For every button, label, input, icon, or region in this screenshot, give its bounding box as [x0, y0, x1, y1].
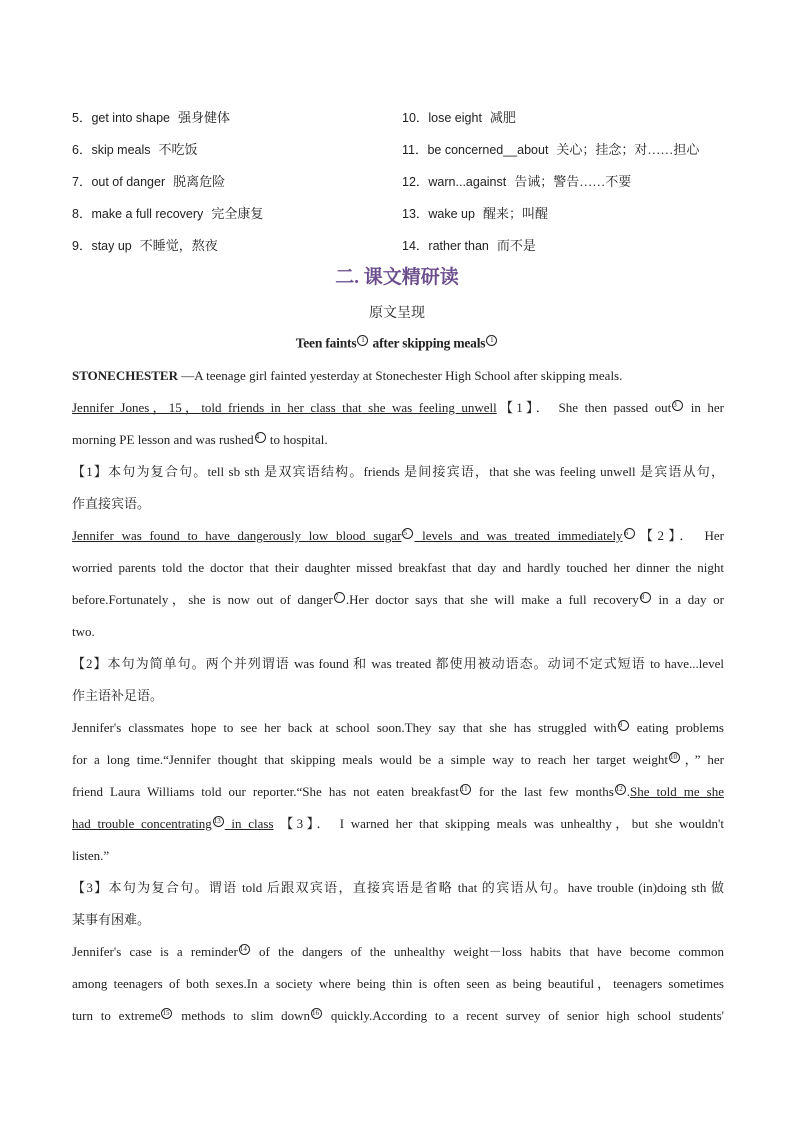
footnote-marker: 7: [334, 592, 345, 603]
vocab-phrase: 10．lose eight: [402, 110, 482, 125]
footnote-marker: 1: [486, 335, 497, 346]
analysis-line: 【2】本句为简单句。两个并列谓语 was found 和 was treated 都使用被动语态。动词不定式短语 to have...level: [72, 656, 724, 671]
text-line: among teenagers of both sexes.In a society where being thin is often seen as being beautiful，teenagers sometimes: [72, 976, 724, 991]
key-sentence: Jennifer Jones，15，told friends in her class that she was feeling unwell: [72, 400, 497, 415]
vocab-meaning: 不吃饭: [158, 141, 198, 157]
vocab-meaning: 不睡觉，熬夜: [139, 237, 218, 253]
text-line: friend Laura Williams told our reporter.“She has not eaten breakfast 11 for the last few months 12 .She told me she: [72, 784, 724, 799]
key-sentence: had trouble concentrating 13 in class: [72, 816, 274, 831]
vocab-meaning: 醒来；叫醒: [482, 205, 548, 221]
vocab-phrase: 11．be concerned__about: [402, 142, 549, 157]
vocab-item: [72, 203, 402, 222]
vocab-item: [72, 107, 402, 126]
footnote-marker: 14: [239, 944, 250, 955]
footnote-marker: 5: [402, 528, 413, 539]
footnote-marker: 8: [640, 592, 651, 603]
text-line: before.Fortunately，she is now out of danger 7 .Her doctor says that she will make a full recovery 8 in a day or: [72, 592, 724, 607]
footnote-marker: 10: [669, 752, 680, 763]
footnote-marker: 11: [460, 784, 471, 795]
vocab-phrase: 9．stay up: [72, 238, 132, 253]
vocab-meaning: 强身健体: [178, 109, 231, 125]
text-line: STONECHESTER —A teenage girl fainted yesterday at Stonechester High School after skipping meals.: [72, 368, 623, 383]
vocab-row: [72, 132, 732, 164]
text-line: had trouble concentrating 13 in class 【3】． I warned her that skipping meals was unhealthy，but she wouldn't: [72, 816, 724, 831]
vocab-item: [402, 171, 732, 190]
vocabulary-list: [72, 100, 732, 260]
vocab-row: [72, 164, 732, 196]
vocab-row: [72, 228, 732, 260]
text-line: two.: [72, 624, 95, 639]
footnote-marker: 6: [624, 528, 635, 539]
footnote-marker: 13: [213, 816, 224, 827]
footnote-marker: 15: [161, 1008, 172, 1019]
vocab-phrase: 5．get into shape: [72, 110, 170, 125]
vocab-meaning: 完全康复: [211, 205, 264, 221]
vocab-phrase: 6．skip meals: [72, 142, 151, 157]
analysis-line: 【3】本句为复合句。谓语 told 后跟双宾语，直接宾语是省略 that 的宾语从句。have trouble (in)doing sth 做: [72, 880, 724, 895]
text-line: for a long time.“Jennifer thought that skipping meals would be a simple way to reach her target weight 10 ，” her: [72, 752, 724, 767]
article-title: Teen faints 1 after skipping meals 1: [0, 335, 794, 352]
footnote-marker: 1: [357, 335, 368, 346]
article-body: [72, 360, 724, 1032]
analysis-line: 作直接宾语。: [72, 496, 151, 511]
vocab-meaning: 告诫；警告……不要: [514, 173, 632, 189]
text-line: listen.”: [72, 848, 110, 863]
vocab-phrase: 14．rather than: [402, 238, 489, 253]
vocab-item: [402, 203, 732, 222]
text-line: Jennifer's classmates hope to see her back at school soon.They say that she has struggled with 9 eating problems: [72, 720, 724, 735]
vocab-item: [402, 235, 732, 254]
footnote-marker: 16: [311, 1008, 322, 1019]
text-line: Jennifer Jones，15，told friends in her class that she was feeling unwell【1】． She then passed out 3 in her: [72, 400, 724, 415]
footnote-marker: 3: [672, 400, 683, 411]
key-sentence: Jennifer was found to have dangerously low blood sugar 5 levels and was treated immediately: [72, 528, 623, 543]
vocab-phrase: 7．out of danger: [72, 174, 166, 189]
vocab-phrase: 12．warn...against: [402, 174, 507, 189]
text-line: morning PE lesson and was rushed 4 to hospital.: [72, 432, 328, 447]
analysis-line: 某事有困难。: [72, 912, 151, 927]
text-line: Jennifer was found to have dangerously low blood sugar 5 levels and was treated immediately 6 【2】． Her: [72, 528, 724, 543]
vocab-meaning: 减肥: [489, 109, 516, 125]
section-heading: 二. 课文精研读: [335, 267, 459, 288]
vocab-item: [402, 107, 732, 126]
dateline: STONECHESTER: [72, 368, 178, 383]
vocab-phrase: 8．make a full recovery: [72, 206, 204, 221]
sentence-tag: 【2】．: [635, 528, 697, 543]
vocab-meaning: 而不是: [496, 237, 536, 253]
vocab-item: [402, 139, 732, 158]
footnote-marker: 12: [615, 784, 626, 795]
analysis-line: 作主语补足语。: [72, 688, 164, 703]
vocab-item: [72, 235, 402, 254]
text-line: turn to extreme 15 methods to slim down 16 quickly.According to a recent survey of senior high school students': [72, 1008, 724, 1023]
text-line: worried parents told the doctor that their daughter missed breakfast that day and hardly touched her dinner the night: [72, 560, 724, 575]
vocab-row: [72, 196, 732, 228]
section-subtitle: 原文呈现: [369, 306, 425, 321]
text-line: Jennifer's case is a reminder 14 of the dangers of the unhealthy weight－loss habits that have become common: [72, 944, 724, 959]
vocab-item: [72, 171, 402, 190]
footnote-marker: 4: [255, 432, 266, 443]
sentence-tag: 【3】．: [273, 816, 333, 831]
analysis-line: 【1】本句为复合句。tell sb sth 是双宾语结构。friends 是间接宾语，that she was feeling unwell 是宾语从句，: [72, 464, 724, 479]
vocab-meaning: 脱离危险: [173, 173, 226, 189]
vocab-item: [72, 139, 402, 158]
sentence-tag: 【1】．: [496, 400, 553, 415]
footnote-marker: 9: [618, 720, 629, 731]
vocab-phrase: 13．wake up: [402, 206, 475, 221]
vocab-meaning: 关心；挂念；对……担心: [556, 141, 700, 157]
vocab-row: [72, 100, 732, 132]
key-sentence: She told me she: [630, 784, 724, 799]
